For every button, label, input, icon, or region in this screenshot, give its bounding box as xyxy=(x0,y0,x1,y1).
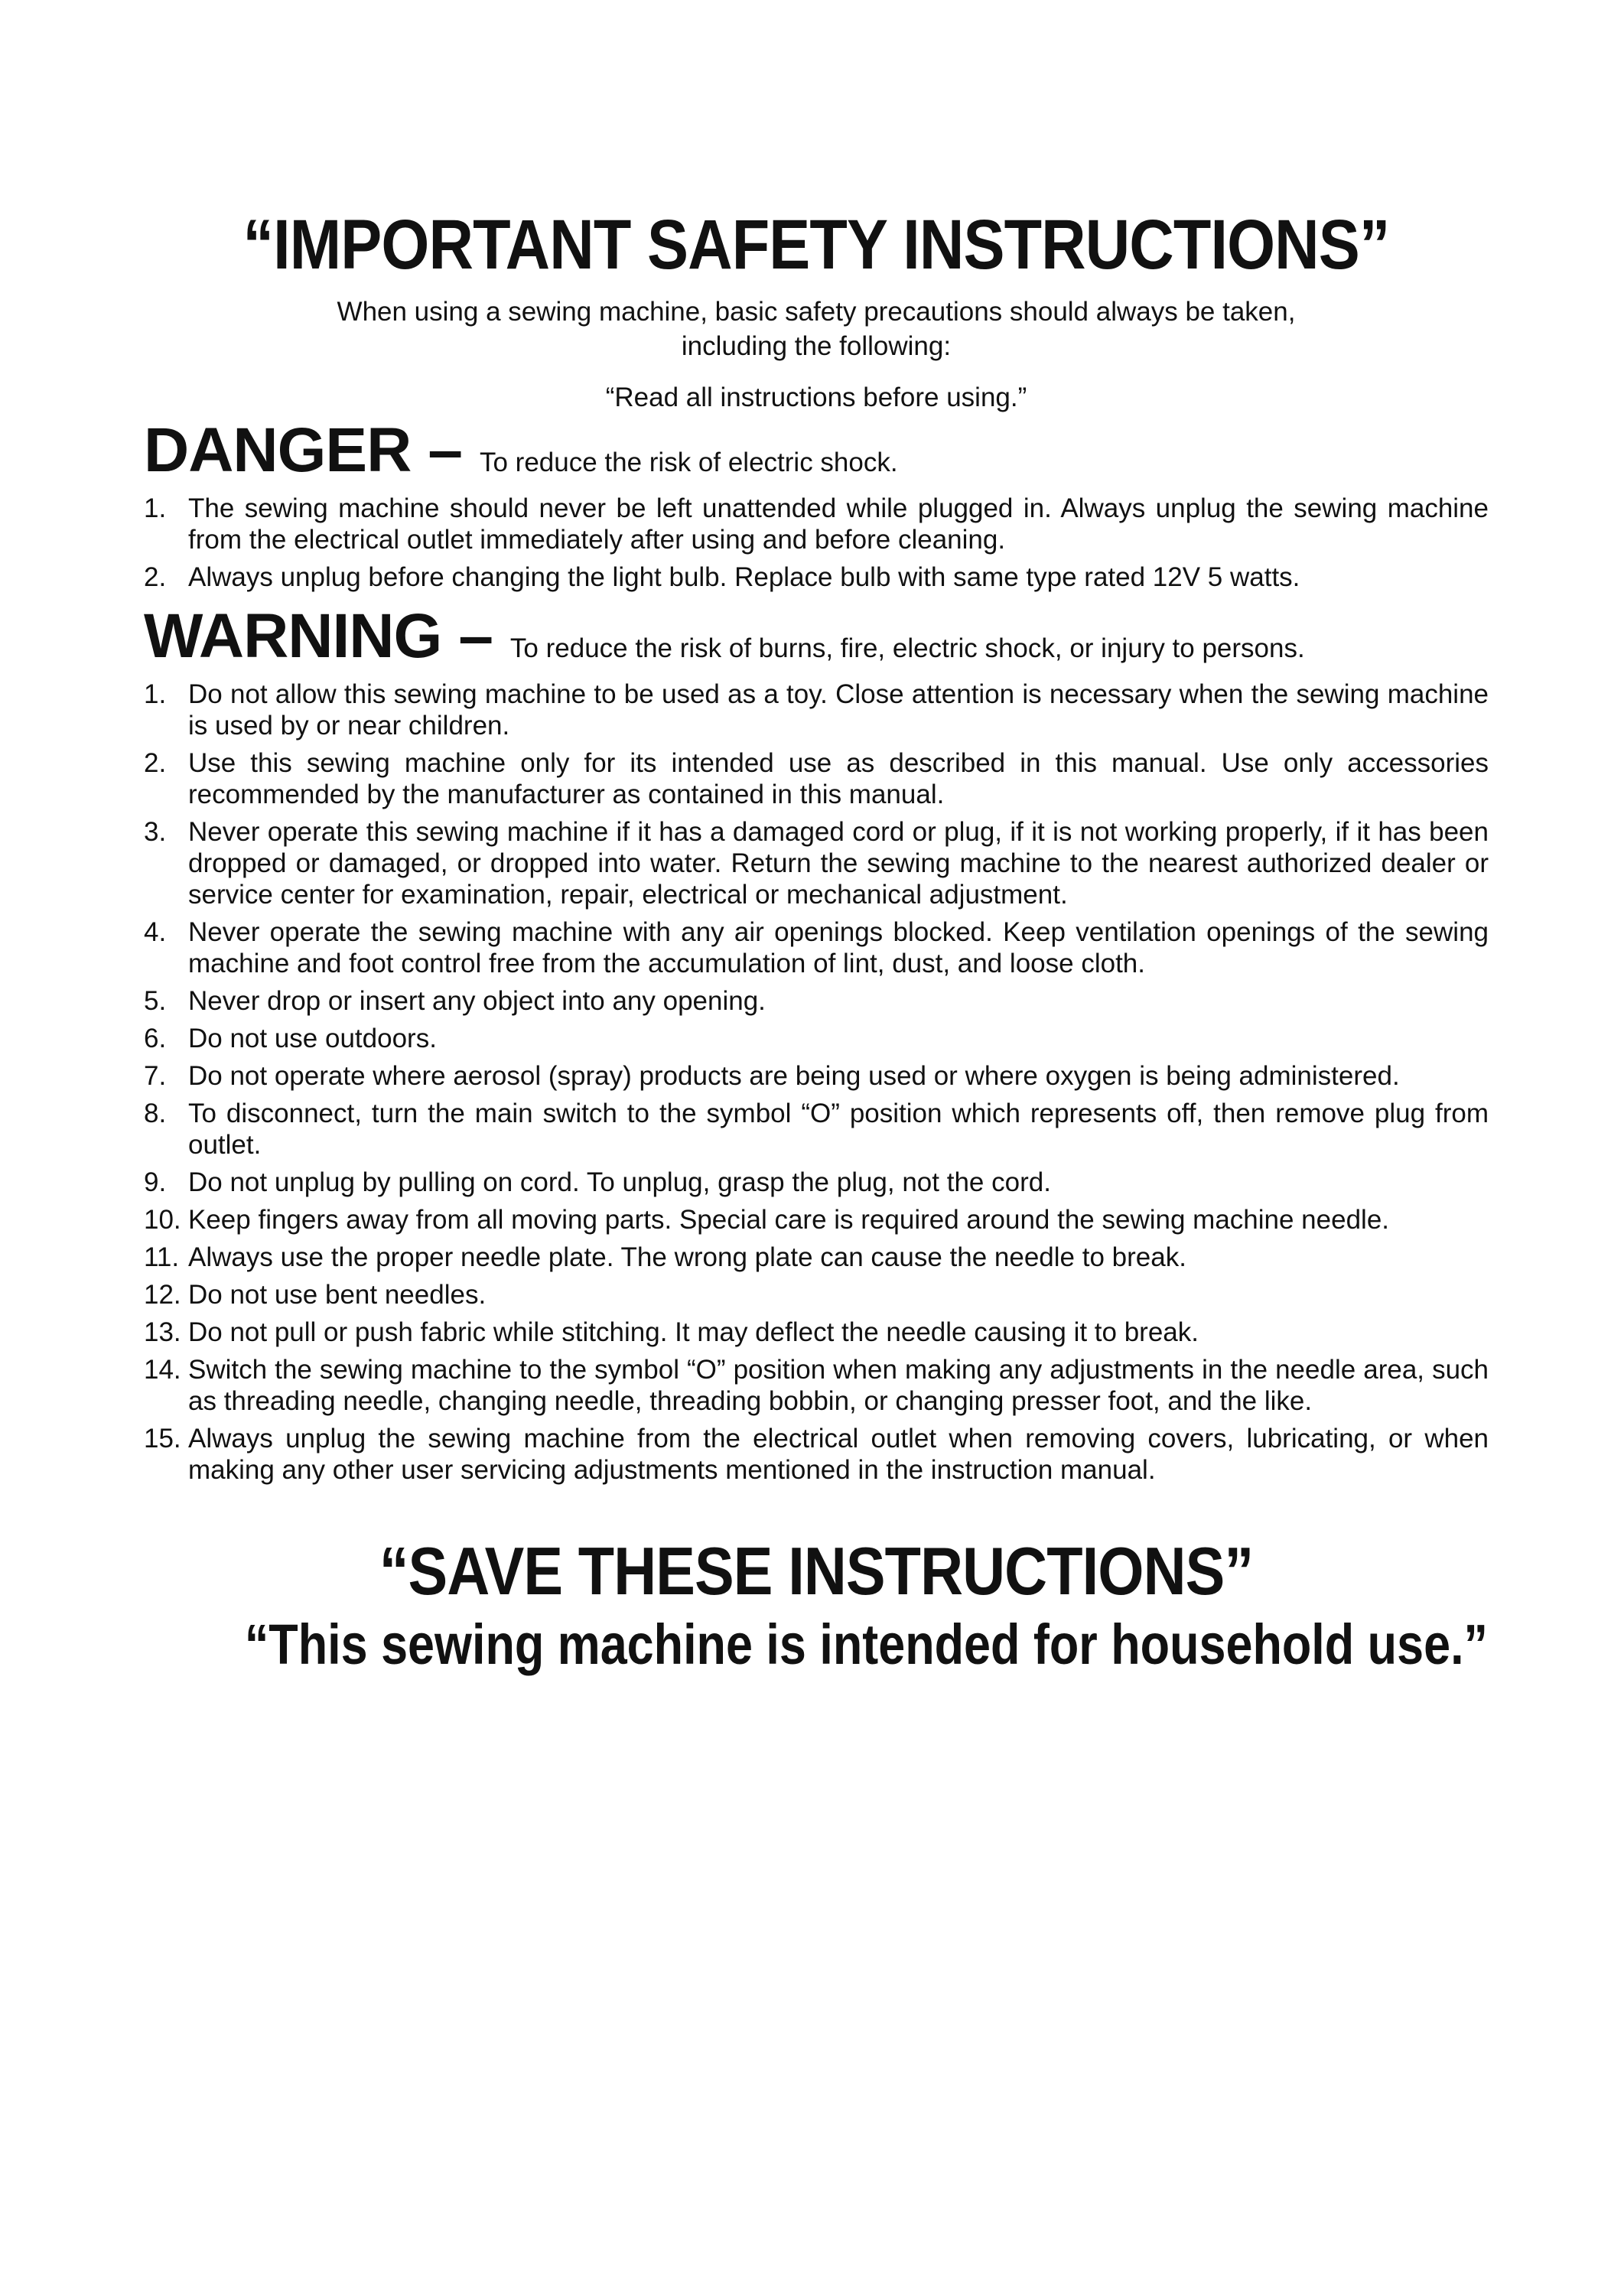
page-title: “IMPORTANT SAFETY INSTRUCTIONS” xyxy=(242,206,1390,284)
warning-list-item xyxy=(144,1167,1489,1198)
danger-subtitle: To reduce the risk of electric shock. xyxy=(479,448,898,478)
list-item-number: 1. xyxy=(144,679,167,710)
list-item-number: 8. xyxy=(144,1099,167,1129)
danger-list xyxy=(144,493,1489,593)
list-item-number: 4. xyxy=(144,917,167,948)
list-item-number: 11. xyxy=(144,1242,180,1273)
list-item-number: 14. xyxy=(144,1355,181,1385)
intro-line-2: including the following: xyxy=(681,331,952,362)
warning-list-item xyxy=(144,916,1489,979)
danger-list-item xyxy=(144,562,1489,593)
list-item-number: 10. xyxy=(144,1205,181,1235)
warning-list-item xyxy=(144,1023,1489,1054)
warning-list-item xyxy=(144,747,1489,810)
list-item-number: 5. xyxy=(144,986,167,1017)
list-item-text: Do not use outdoors. xyxy=(188,1024,437,1054)
list-item-text: To disconnect, turn the main switch to the symbol “O” position which represents off, then remove plug from outlet. xyxy=(188,1099,1489,1161)
list-item-text: Do not operate where aerosol (spray) products are being used or where oxygen is being administered. xyxy=(188,1061,1400,1092)
warning-list-item xyxy=(144,1423,1489,1486)
list-item-text: Do not pull or push fabric while stitching. It may deflect the needle causing it to break. xyxy=(188,1317,1199,1348)
warning-list-item xyxy=(144,1279,1489,1310)
list-item-text: Do not unplug by pulling on cord. To unplug, grasp the plug, not the cord. xyxy=(188,1167,1051,1198)
list-item-text: Do not allow this sewing machine to be used as a toy. Close attention is necessary when the sewing machine is used by or near children. xyxy=(188,679,1489,741)
danger-list-item xyxy=(144,493,1489,555)
read-all-note: “Read all instructions before using.” xyxy=(605,382,1027,413)
list-item-number: 15. xyxy=(144,1424,181,1454)
list-item-text: Switch the sewing machine to the symbol “O” position when making any adjustments in the needle area, such as threading needle, changing needle, threading bobbin, or changing presser foot, and the like. xyxy=(188,1355,1489,1417)
household-use-note: “This sewing machine is intended for household use.” xyxy=(244,1612,1488,1676)
list-item-number: 2. xyxy=(144,562,167,593)
intro-text xyxy=(144,295,1489,363)
warning-list-item xyxy=(144,1317,1489,1348)
list-item-number: 1. xyxy=(144,493,167,524)
warning-list xyxy=(144,679,1489,1486)
warning-list-item xyxy=(144,1242,1489,1273)
warning-list-item xyxy=(144,816,1489,910)
save-instructions-title: “SAVE THESE INSTRUCTIONS” xyxy=(379,1533,1254,1610)
warning-list-item xyxy=(144,1060,1489,1092)
safety-instructions-page xyxy=(144,207,1489,1675)
warning-subtitle: To reduce the risk of burns, fire, electric shock, or injury to persons. xyxy=(509,633,1305,664)
list-item-number: 2. xyxy=(144,748,167,779)
warning-list-item xyxy=(144,679,1489,741)
list-item-text: Keep fingers away from all moving parts. Special care is required around the sewing machine needle. xyxy=(188,1205,1390,1235)
danger-heading-word: DANGER xyxy=(144,415,412,486)
list-item-text: Never operate the sewing machine with any air openings blocked. Keep ventilation openings of the sewing machine and foot control free from the accumulation of lint, dust, and loose cloth. xyxy=(188,917,1489,979)
list-item-number: 12. xyxy=(144,1280,181,1310)
intro-line-1: When using a sewing machine, basic safety precautions should always be taken, xyxy=(337,297,1296,327)
list-item-text: Never drop or insert any object into any opening. xyxy=(188,986,766,1017)
warning-heading-dash: – xyxy=(458,601,493,672)
warning-heading xyxy=(144,601,1489,672)
danger-heading xyxy=(144,415,1489,486)
warning-list-item xyxy=(144,1098,1489,1161)
list-item-number: 7. xyxy=(144,1061,167,1092)
list-item-text: Always use the proper needle plate. The wrong plate can cause the needle to break. xyxy=(188,1242,1186,1273)
warning-list-item xyxy=(144,985,1489,1017)
list-item-number: 3. xyxy=(144,817,167,848)
list-item-text: Always unplug before changing the light bulb. Replace bulb with same type rated 12V 5 watts. xyxy=(188,562,1300,593)
warning-heading-word: WARNING xyxy=(144,601,442,672)
warning-list-item xyxy=(144,1354,1489,1417)
danger-heading-dash: – xyxy=(428,415,463,486)
list-item-number: 9. xyxy=(144,1167,167,1198)
list-item-text: Do not use bent needles. xyxy=(188,1280,487,1310)
list-item-text: Use this sewing machine only for its intended use as described in this manual. Use only accessories recommended by the manufacturer as contained in this manual. xyxy=(188,748,1489,810)
warning-list-item xyxy=(144,1204,1489,1235)
list-item-text: The sewing machine should never be left unattended while plugged in. Always unplug the sewing machine from the electrical outlet immediately after using and before cleaning. xyxy=(188,493,1489,555)
list-item-text: Never operate this sewing machine if it has a damaged cord or plug, if it is not working properly, if it has been dropped or damaged, or dropped into water. Return the sewing machine to the nearest authorized dealer or service center for examination, repair, electrical or mechanical adjustment. xyxy=(188,817,1489,910)
list-item-number: 13. xyxy=(144,1317,181,1348)
list-item-text: Always unplug the sewing machine from the electrical outlet when removing covers, lubricating, or when making any other user servicing adjustments mentioned in the instruction manual. xyxy=(188,1424,1489,1486)
list-item-number: 6. xyxy=(144,1024,167,1054)
